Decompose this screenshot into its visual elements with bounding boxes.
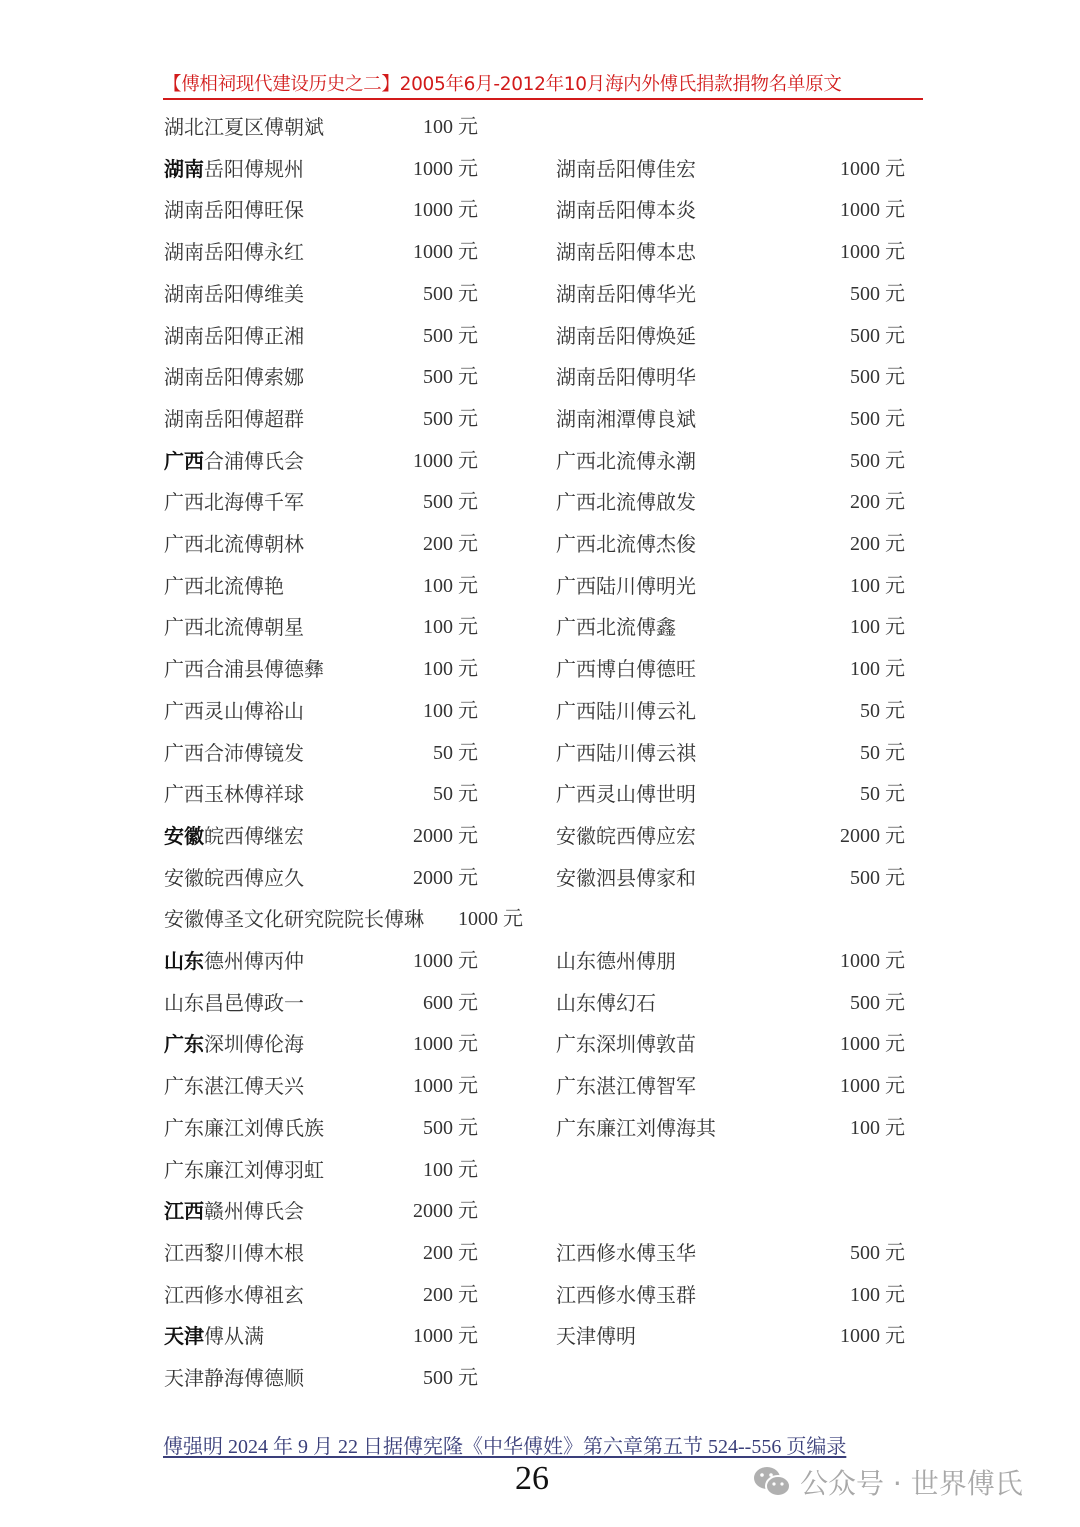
donor-name bbox=[164, 1190, 304, 1232]
donation-amount: 1000 元 bbox=[840, 950, 905, 972]
donation-amount: 100 元 bbox=[850, 1283, 905, 1306]
table-row bbox=[0, 815, 1080, 857]
donation-amount: 50 元 bbox=[860, 783, 905, 806]
donation-amount: 1000 元 bbox=[840, 199, 905, 222]
donor-name: 广西北流傅鑫 bbox=[556, 615, 676, 640]
donor-name-text: 湖南岳阳傅超群 bbox=[164, 406, 304, 431]
donor-name bbox=[164, 440, 304, 482]
donor-name: 湖南岳阳傅华光 bbox=[556, 281, 696, 306]
donor-name-text: 山东昌邑傅政一 bbox=[164, 990, 304, 1015]
donation-amount: 1000 元 bbox=[413, 1075, 478, 1098]
donation-amount: 2000 元 bbox=[413, 1200, 478, 1223]
source-note-link[interactable]: 傅强明 2024 年 9 月 22 日据傅宪隆《中华傅姓》第六章第五节 524--556 页编录 bbox=[163, 1436, 847, 1458]
donor-name: 广西北流傅啟发 bbox=[556, 490, 696, 515]
table-row bbox=[0, 231, 1080, 273]
donor-name bbox=[164, 1274, 304, 1316]
donation-amount: 50 元 bbox=[860, 741, 905, 764]
donor-name-text: 皖西傅继宏 bbox=[204, 823, 304, 848]
donor-name bbox=[164, 815, 304, 857]
table-row bbox=[0, 773, 1080, 815]
donor-name bbox=[164, 565, 284, 607]
table-row bbox=[0, 1357, 1080, 1399]
donor-name-text: 德州傅丙仲 bbox=[204, 949, 304, 973]
donor-name bbox=[164, 1315, 264, 1357]
donor-name: 广西灵山傅世明 bbox=[556, 782, 696, 807]
table-row bbox=[0, 440, 1080, 482]
region-label: 江西 bbox=[164, 1199, 204, 1224]
table-row bbox=[0, 148, 1080, 190]
donor-name: 广西陆川傅云礼 bbox=[556, 698, 696, 723]
donor-name-text: 赣州傅氏会 bbox=[204, 1199, 304, 1224]
donor-name-text: 广东廉江刘傅羽虹 bbox=[164, 1157, 324, 1182]
table-row bbox=[0, 648, 1080, 690]
donation-amount: 500 元 bbox=[850, 1241, 905, 1264]
donation-amount: 200 元 bbox=[423, 1241, 478, 1264]
donor-name-text: 合浦傅氏会 bbox=[204, 448, 304, 473]
donor-name bbox=[164, 732, 304, 774]
donor-name-text: 广东湛江傅天兴 bbox=[164, 1074, 304, 1099]
region-label: 山东 bbox=[164, 949, 204, 973]
donation-amount: 500 元 bbox=[850, 366, 905, 389]
donor-name bbox=[164, 982, 304, 1024]
donation-amount: 50 元 bbox=[433, 783, 478, 806]
table-row bbox=[0, 273, 1080, 315]
donor-name bbox=[164, 1232, 304, 1274]
donor-name-text: 广西北流傅艳 bbox=[164, 573, 284, 598]
donation-amount: 100 元 bbox=[850, 616, 905, 639]
donor-name-text: 湖南岳阳傅索娜 bbox=[164, 365, 304, 390]
donor-name: 山东德州傅朋 bbox=[556, 949, 676, 973]
donation-amount: 2000 元 bbox=[840, 824, 905, 847]
donation-amount: 500 元 bbox=[850, 407, 905, 430]
donor-name bbox=[164, 231, 304, 273]
table-row bbox=[0, 1107, 1080, 1149]
donor-name-text: 深圳傅伦海 bbox=[204, 1032, 304, 1057]
donor-name bbox=[164, 106, 324, 148]
region-label: 天津 bbox=[164, 1324, 204, 1349]
donation-amount: 1000 元 bbox=[413, 157, 478, 180]
donation-amount: 100 元 bbox=[850, 658, 905, 681]
donor-name: 广东湛江傅智军 bbox=[556, 1074, 696, 1099]
table-row bbox=[0, 898, 1080, 940]
donor-name-text: 广西北流傅朝星 bbox=[164, 615, 304, 640]
donor-name-text: 广西合浦县傅德彝 bbox=[164, 657, 324, 682]
donor-name-text: 岳阳傅规州 bbox=[204, 156, 304, 181]
donation-amount: 500 元 bbox=[423, 1367, 478, 1389]
table-row bbox=[0, 1315, 1080, 1357]
watermark-text: 公众号 · 世界傅氏 bbox=[800, 1467, 1023, 1500]
donor-name: 湖南岳阳傅焕延 bbox=[556, 323, 696, 348]
table-row bbox=[0, 690, 1080, 732]
donation-amount: 100 元 bbox=[423, 574, 478, 597]
donor-name-text: 安徽皖西傅应久 bbox=[164, 865, 304, 890]
donor-name: 天津傅明 bbox=[556, 1324, 636, 1349]
table-row bbox=[0, 315, 1080, 357]
donor-name-text: 江西修水傅祖玄 bbox=[164, 1282, 304, 1307]
donor-name-text: 安徽傅圣文化研究院院长傅琳 bbox=[164, 907, 424, 932]
donation-amount: 1000 元 bbox=[413, 1033, 478, 1056]
donor-name: 湖南湘潭傅良斌 bbox=[556, 406, 696, 431]
donation-amount: 1000 元 bbox=[840, 157, 905, 180]
donor-name: 江西修水傅玉群 bbox=[556, 1282, 696, 1307]
donor-name-text: 天津静海傅德顺 bbox=[164, 1366, 304, 1390]
donation-amount: 50 元 bbox=[433, 741, 478, 764]
table-row bbox=[0, 1065, 1080, 1107]
donation-amount: 1000 元 bbox=[413, 950, 478, 972]
table-row bbox=[0, 398, 1080, 440]
donor-name: 山东傅幻石 bbox=[556, 990, 656, 1015]
donor-name: 湖南岳阳傅本炎 bbox=[556, 198, 696, 223]
donor-name bbox=[164, 273, 304, 315]
donor-name bbox=[164, 148, 304, 190]
donor-name-text: 湖南岳阳傅正湘 bbox=[164, 323, 304, 348]
donor-name: 安徽皖西傅应宏 bbox=[556, 823, 696, 848]
donation-amount: 500 元 bbox=[423, 282, 478, 305]
table-row bbox=[0, 732, 1080, 774]
donor-name: 湖南岳阳傅明华 bbox=[556, 365, 696, 390]
table-row bbox=[0, 606, 1080, 648]
donor-name bbox=[164, 398, 304, 440]
donor-name bbox=[164, 1023, 304, 1065]
donor-name-text: 湖北江夏区傅朝斌 bbox=[164, 115, 324, 139]
donor-name-text: 湖南岳阳傅维美 bbox=[164, 281, 304, 306]
donation-amount: 100 元 bbox=[850, 1116, 905, 1139]
table-row bbox=[0, 1274, 1080, 1316]
table-row bbox=[0, 857, 1080, 899]
donor-name bbox=[164, 1107, 324, 1149]
donor-name-text: 广西灵山傅裕山 bbox=[164, 698, 304, 723]
table-row bbox=[0, 106, 1080, 148]
donation-amount: 500 元 bbox=[850, 324, 905, 347]
donation-amount: 500 元 bbox=[423, 1116, 478, 1139]
donor-name-text: 湖南岳阳傅旺保 bbox=[164, 198, 304, 223]
page-number: 26 bbox=[515, 1460, 549, 1497]
donation-amount: 1000 元 bbox=[413, 1325, 478, 1348]
region-label: 湖南 bbox=[164, 156, 204, 181]
donor-name bbox=[164, 940, 304, 982]
donor-name-text: 广东廉江刘傅氏族 bbox=[164, 1115, 324, 1140]
donation-amount: 500 元 bbox=[423, 407, 478, 430]
region-label: 广西 bbox=[164, 448, 204, 473]
donor-name-text: 广西北海傅千军 bbox=[164, 490, 304, 515]
donor-name-text: 广西合沛傅镜发 bbox=[164, 740, 304, 765]
donation-amount: 1000 元 bbox=[840, 1325, 905, 1348]
donation-amount: 1000 元 bbox=[413, 449, 478, 472]
donor-name: 江西修水傅玉华 bbox=[556, 1240, 696, 1265]
watermark bbox=[752, 1462, 1023, 1502]
donation-amount: 100 元 bbox=[850, 574, 905, 597]
donor-name-text: 江西黎川傅木根 bbox=[164, 1240, 304, 1265]
donation-amount: 2000 元 bbox=[413, 866, 478, 889]
donor-name bbox=[164, 648, 324, 690]
donor-name bbox=[164, 1065, 304, 1107]
donation-amount: 1000 元 bbox=[413, 241, 478, 264]
donor-name-text: 广西玉林傅祥球 bbox=[164, 782, 304, 807]
donor-name bbox=[164, 1357, 304, 1399]
donor-name: 广东深圳傅敦苗 bbox=[556, 1032, 696, 1057]
wechat-icon bbox=[752, 1465, 792, 1499]
table-row bbox=[0, 189, 1080, 231]
donation-amount: 1000 元 bbox=[840, 1033, 905, 1056]
donation-amount: 100 元 bbox=[423, 658, 478, 681]
donor-name: 广西北流傅永潮 bbox=[556, 448, 696, 473]
donor-name bbox=[164, 1149, 324, 1191]
donation-amount: 50 元 bbox=[860, 699, 905, 722]
table-row bbox=[0, 356, 1080, 398]
donation-amount: 500 元 bbox=[423, 491, 478, 514]
donor-name: 安徽泗县傅家和 bbox=[556, 865, 696, 890]
donor-name bbox=[164, 189, 304, 231]
table-row bbox=[0, 565, 1080, 607]
donor-name: 广西陆川傅明光 bbox=[556, 573, 696, 598]
table-row bbox=[0, 982, 1080, 1024]
donor-name bbox=[164, 857, 304, 899]
donation-amount: 200 元 bbox=[423, 1283, 478, 1306]
donor-name: 广东廉江刘傅海其 bbox=[556, 1115, 716, 1140]
donation-amount: 100 元 bbox=[423, 116, 478, 138]
donor-name bbox=[164, 356, 304, 398]
donor-name bbox=[164, 481, 304, 523]
donor-name bbox=[164, 315, 304, 357]
donation-amount: 100 元 bbox=[423, 616, 478, 639]
donor-name bbox=[164, 690, 304, 732]
donor-name-text: 傅从满 bbox=[204, 1324, 264, 1349]
donor-name: 广西博白傅德旺 bbox=[556, 657, 696, 682]
donation-amount: 1000 元 bbox=[458, 908, 523, 931]
table-row bbox=[0, 1149, 1080, 1191]
donation-amount: 1000 元 bbox=[413, 199, 478, 222]
donation-amount: 500 元 bbox=[850, 991, 905, 1014]
donor-name bbox=[164, 898, 424, 940]
donor-name bbox=[164, 773, 304, 815]
table-row bbox=[0, 1232, 1080, 1274]
donation-amount: 500 元 bbox=[850, 282, 905, 305]
donor-name: 广西陆川傅云祺 bbox=[556, 740, 696, 765]
donation-amount: 200 元 bbox=[850, 491, 905, 514]
donation-amount: 1000 元 bbox=[840, 241, 905, 264]
donation-amount: 200 元 bbox=[423, 533, 478, 555]
donor-name-text: 广西北流傅朝林 bbox=[164, 532, 304, 556]
donor-name bbox=[164, 523, 304, 565]
donation-amount: 100 元 bbox=[423, 1158, 478, 1181]
region-label: 安徽 bbox=[164, 823, 204, 848]
document-title: 【傅相祠现代建设历史之二】2005年6月-2012年10月海内外傅氏捐款捐物名单原文 bbox=[163, 72, 923, 100]
table-row bbox=[0, 1023, 1080, 1065]
donor-name: 湖南岳阳傅佳宏 bbox=[556, 156, 696, 181]
donor-name-text: 湖南岳阳傅永红 bbox=[164, 240, 304, 265]
donation-amount: 500 元 bbox=[423, 324, 478, 347]
donation-amount: 500 元 bbox=[850, 866, 905, 889]
table-row bbox=[0, 523, 1080, 565]
donation-amount: 1000 元 bbox=[840, 1075, 905, 1098]
table-row bbox=[0, 481, 1080, 523]
region-label: 广东 bbox=[164, 1032, 204, 1057]
donor-name: 广西北流傅杰俊 bbox=[556, 532, 696, 556]
table-row bbox=[0, 1190, 1080, 1232]
donation-amount: 500 元 bbox=[423, 366, 478, 389]
donation-amount: 600 元 bbox=[423, 991, 478, 1014]
donor-name: 湖南岳阳傅本忠 bbox=[556, 240, 696, 265]
donor-name bbox=[164, 606, 304, 648]
donation-amount: 200 元 bbox=[850, 533, 905, 555]
donation-amount: 2000 元 bbox=[413, 824, 478, 847]
donation-amount: 500 元 bbox=[850, 449, 905, 472]
donation-amount: 100 元 bbox=[423, 699, 478, 722]
table-row bbox=[0, 940, 1080, 982]
